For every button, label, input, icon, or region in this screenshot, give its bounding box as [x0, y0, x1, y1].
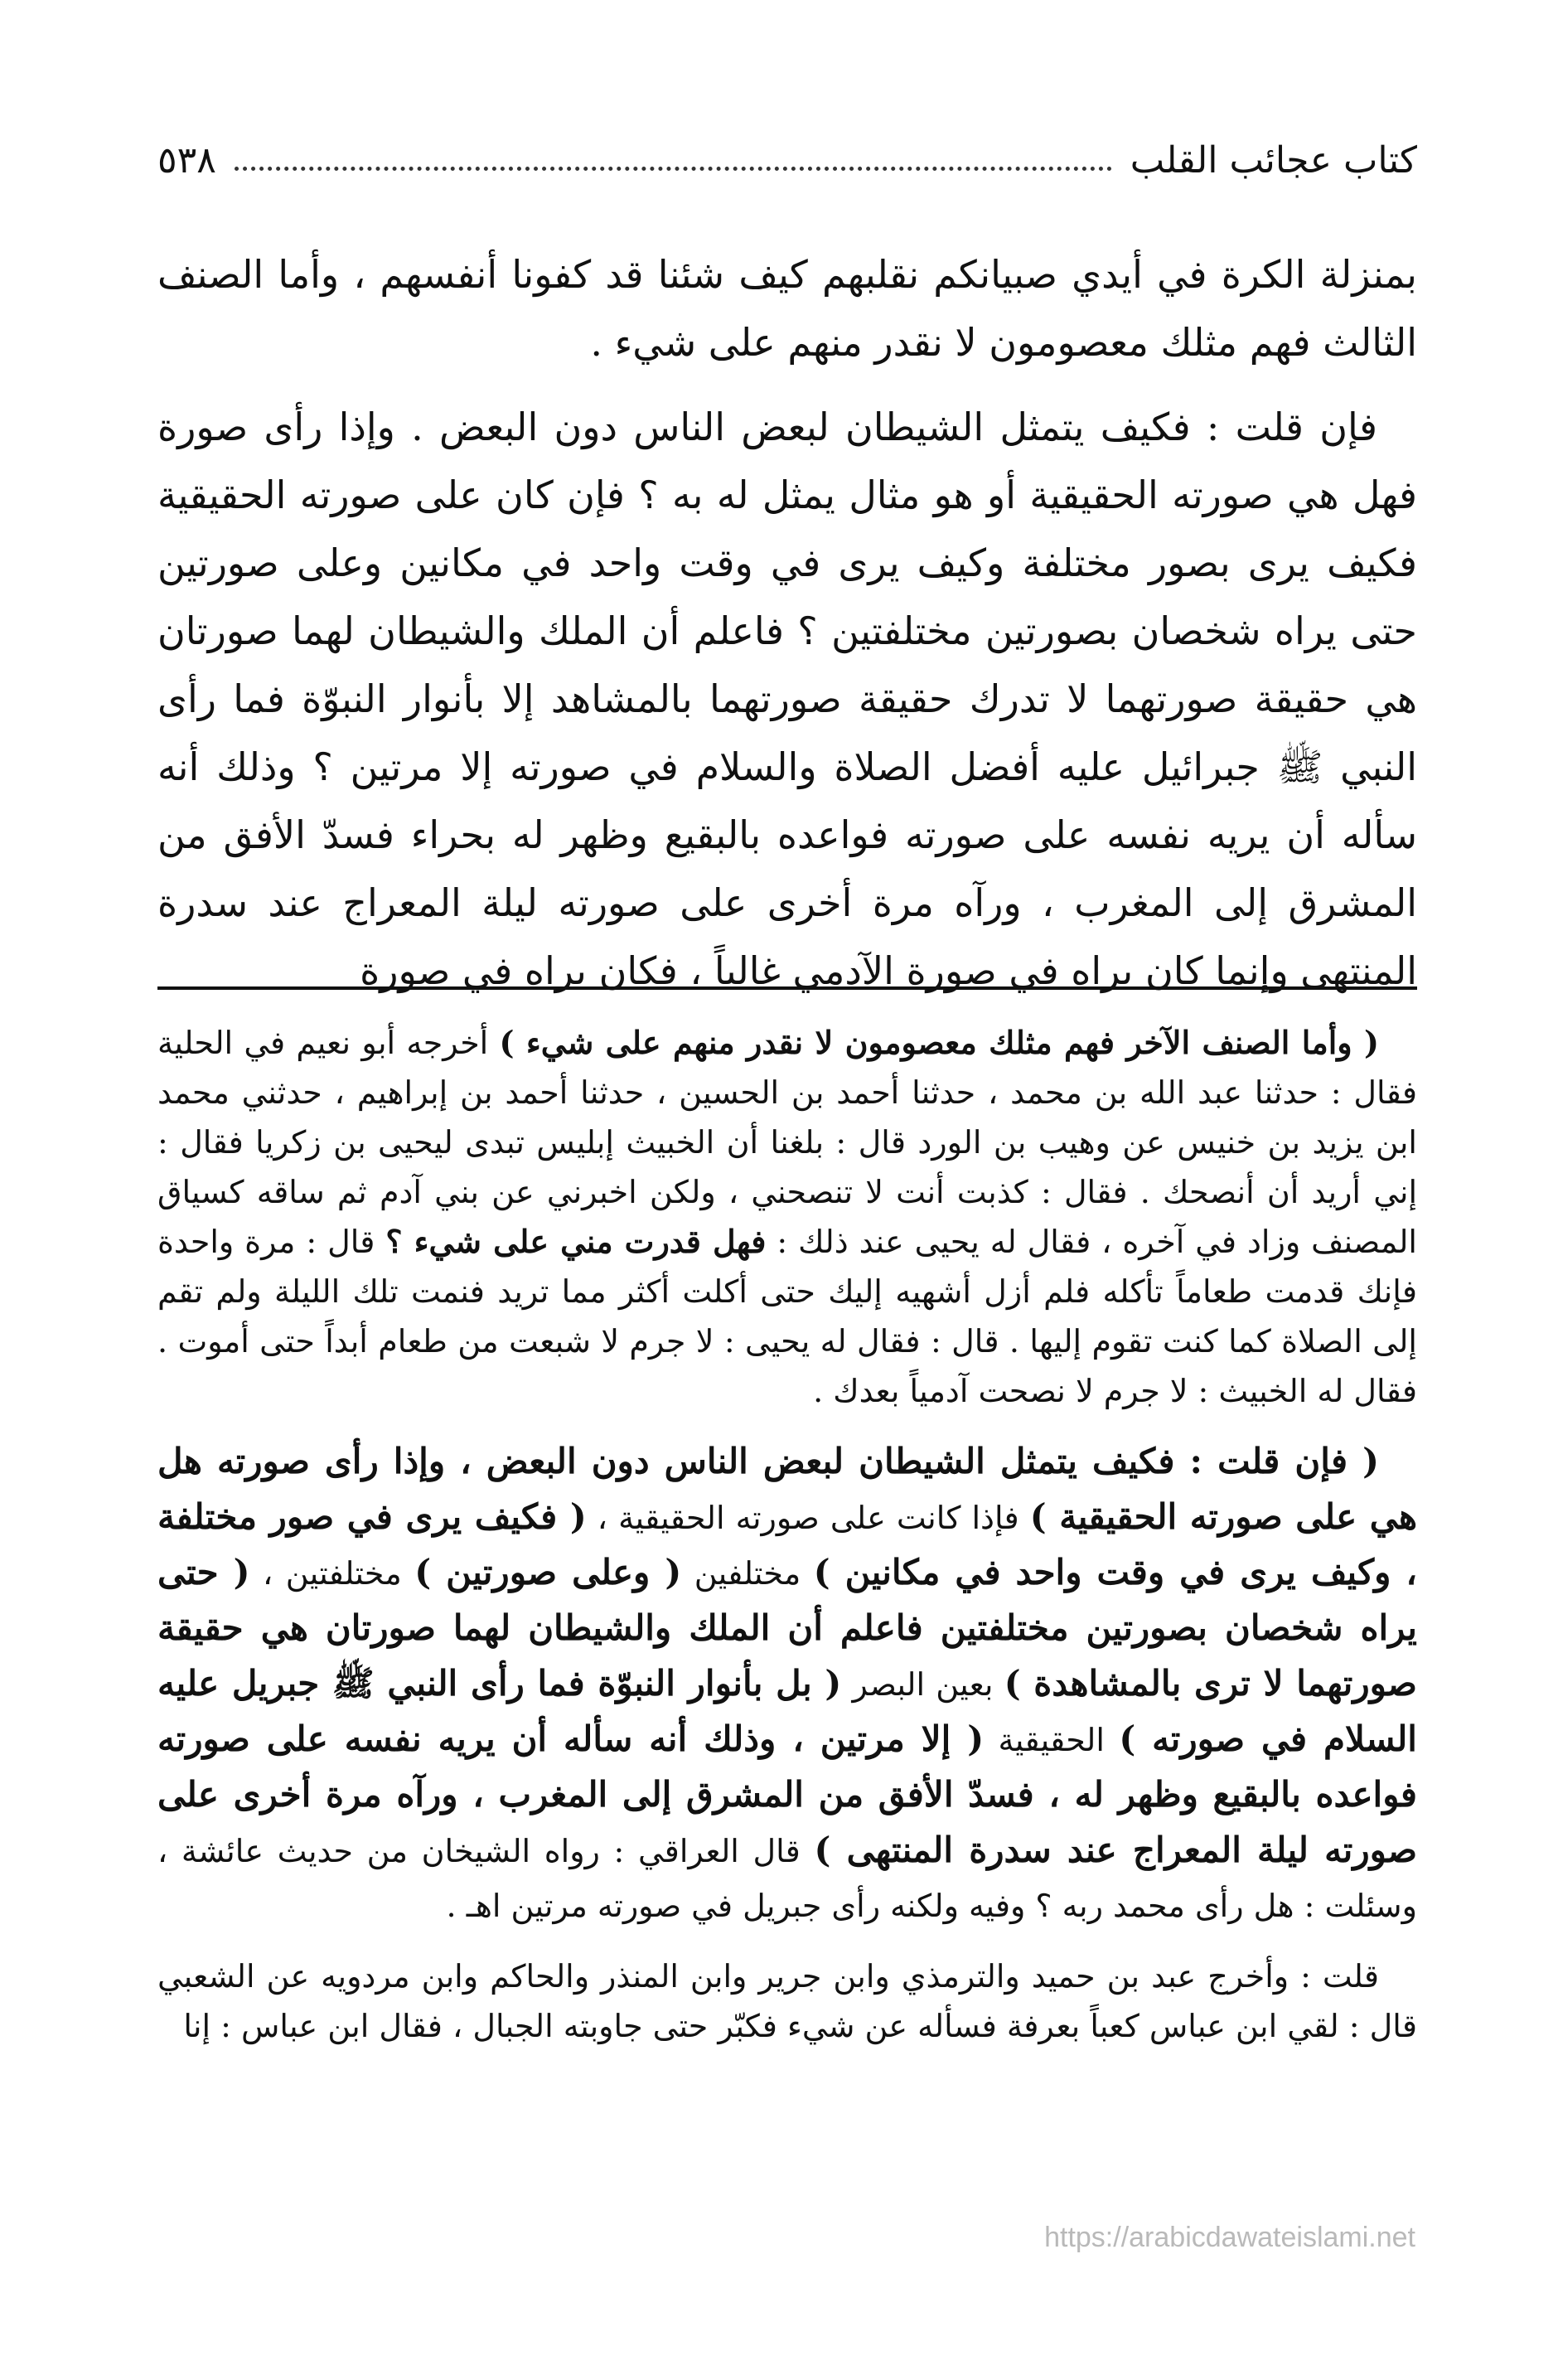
dotted-leader [235, 167, 1112, 171]
commentary-text-3: مختلفتين ، [263, 1555, 402, 1592]
footnote-1-bold: فهل قدرت مني على شيء ؟ [385, 1223, 767, 1260]
footnote-1-quote: ( وأما الصنف الآخر فهم مثلك معصومون لا نقدر منهم على شيء ) [499, 1024, 1379, 1061]
main-paragraph-2: فإن قلت : فكيف يتمثل الشيطان لبعض الناس دون البعض . وإذا رأى صورة فهل هي صورته الحقيقية أو هو مثال يمثل له به ؟ فإن كان على صورته الحقيقية فكيف يرى بصور مختلفة وكيف يرى في وقت واحد في مكانين وعلى صورتين حتى يراه شخصان بصورتين مختلفتين ؟ فاعلم أن الملك والشيطان لهما صورتان هي حقيقة صورتهما لا تدرك حقيقة صورتهما بالمشاهد إلا بأنوار النبوّة فما رأى النبي ﷺ جبرائيل عليه أفضل الصلاة والسلام في صورته إلا مرتين ؟ وذلك أنه سأله أن يريه نفسه على صورته فواعده بالبقيع وظهر له بحراء فسدّ الأفق من المشرق إلى المغرب ، ورآه مرة أخرى على صورته ليلة المعراج عند سدرة المنتهى وإنما كان يراه في صورة الآدمي غالباً ، فكان يراه في صورة [157, 405, 1417, 993]
commentary-quote-4: ( حتى يراه شخصان بصورتين مختلفتين فاعلم أن الملك والشيطان لهما صورتان هي حقيقة صورتهما لا ترى بالمشاهدة ) [157, 1552, 1417, 1704]
footnote-1-text: أخرجه أبو نعيم في الحلية فقال : حدثنا عبد الله بن محمد ، حدثنا أحمد بن الحسين ، حدثنا أحمد بن إبراهيم ، حدثني محمد ابن يزيد بن خنيس عن وهيب بن الورد قال : بلغنا أن الخبيث إبليس تبدى ليحيى بن زكريا فقال : إني أريد أن أنصحك . فقال : كذبت أنت لا تنصحني ، ولكن اخبرني عن بني آدم ثم ساقه كسياق المصنف وزاد في آخره ، فقال له يحيى عند ذلك : [157, 1025, 1417, 1260]
footnote-3: قلت : وأخرج عبد بن حميد والترمذي وابن جرير وابن المنذر والحاكم وابن مردويه عن الشعبي قال : لقي ابن عباس كعباً بعرفة فسأله عن شيء فكبّر حتى جاوبته الجبال ، فقال ابن عباس : إنا [157, 1958, 1417, 2044]
footnote-separator [157, 986, 1417, 990]
footnote-1 [157, 1018, 1417, 1416]
commentary-quote-3: ( وعلى صورتين ) [414, 1552, 682, 1592]
commentary-text-2: مختلفين [694, 1555, 801, 1592]
footnote-1-text-2: قال : مرة واحدة فإنك قدمت طعاماً تأكله فلم أزل أشهيه إليك حتى أكلت أكثر مما تريد فنمت تلك الليلة ولم تقم إلى الصلاة كما كنت تقوم إليها . قال : فقال له يحيى : لا جرم لا شبعت من طعام أبداً حتى أموت . فقال له الخبيث : لا جرم لا نصحت آدمياً بعدك . [157, 1224, 1417, 1409]
commentary-text-1: فإذا كانت على صورته الحقيقية ، [597, 1500, 1019, 1536]
commentary-quote-2: ( فكيف يرى في صور مختلفة ، وكيف يرى في وقت واحد في مكانين ) [157, 1496, 1417, 1592]
commentary-text-5: الحقيقية [998, 1722, 1105, 1758]
commentary-quote-6: ( إلا مرتين ، وذلك أنه سأله أن يريه نفسه على صورته فواعده بالبقيع وظهر له ، فسدّ الأفق من المشرق إلى المغرب ، ورآه مرة أخرى على صورته ليلة المعراج عند سدرة المنتهى ) [157, 1718, 1417, 1870]
commentary-text-6: قال العراقي : رواه الشيخان من حديث عائشة ، وسئلت : هل رأى محمد ربه ؟ وفيه ولكنه رأى جبريل في صورته مرتين اهـ . [157, 1833, 1417, 1924]
commentary-quote-5: ( بل بأنوار النبوّة فما رأى النبي ﷺ جبريل عليه السلام في صورته ) [157, 1663, 1417, 1759]
watermark-url: https://arabicdawateislami.net [1044, 2222, 1415, 2253]
main-paragraph-1: بمنزلة الكرة في أيدي صبيانكم نقلبهم كيف شئنا قد كفونا أنفسهم ، وأما الصنف الثالث فهم مثلك معصومون لا نقدر منهم على شيء . [157, 252, 1417, 365]
footnotes [157, 1018, 1417, 2069]
book-title: كتاب عجائب القلب [1130, 138, 1417, 182]
commentary-text-4: بعين البصر [852, 1666, 994, 1703]
commentary-quote-1: ( فإن قلت : فكيف يتمثل الشيطان لبعض الناس دون البعض ، وإذا رأى صورته هل هي على صورته الحقيقية ) [157, 1441, 1417, 1537]
page-header [157, 131, 1417, 189]
page-number: ٥٣٨ [157, 138, 216, 182]
footnote-2 [157, 1434, 1417, 1933]
main-text [157, 240, 1417, 1005]
